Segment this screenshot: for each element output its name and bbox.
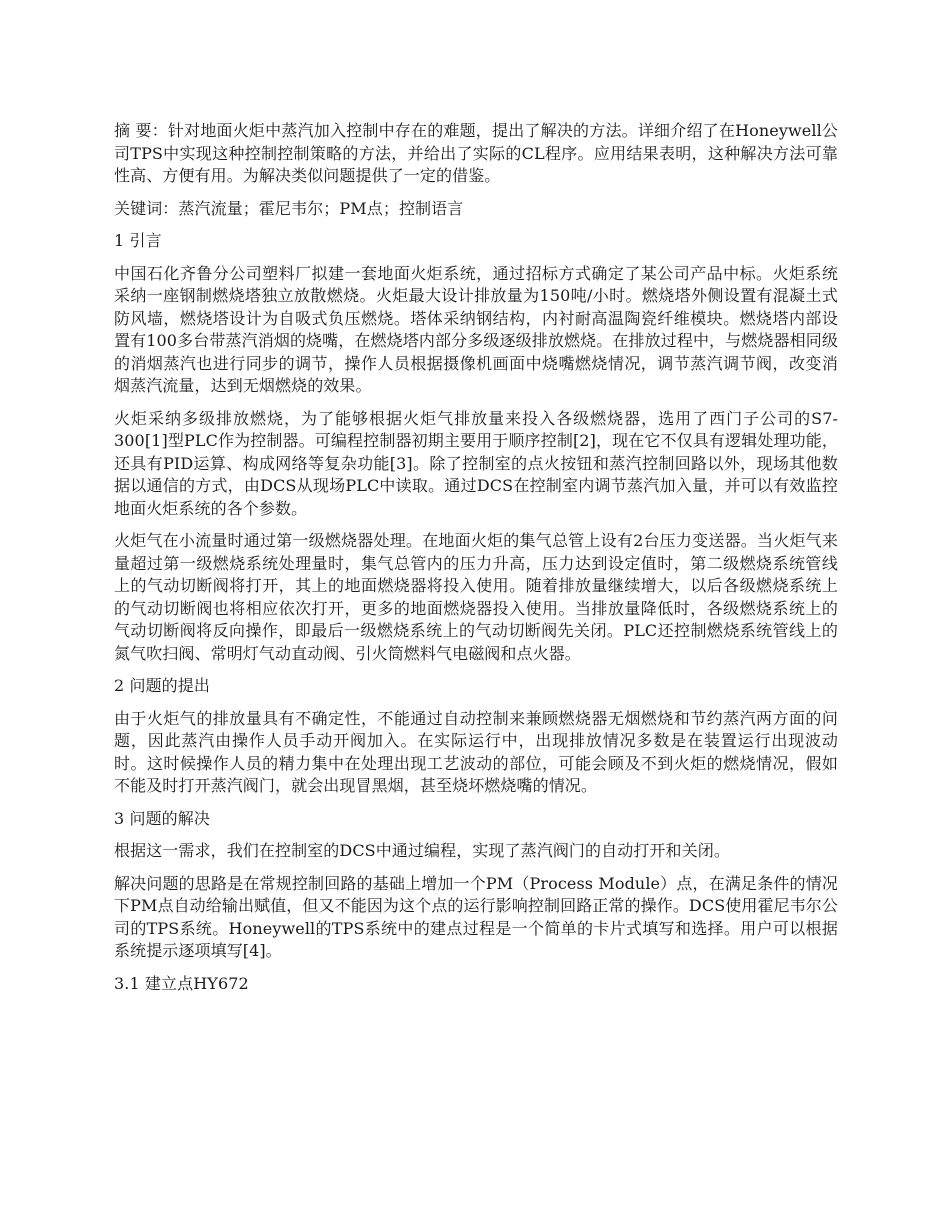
body-paragraph: 解决问题的思路是在常规控制回路的基础上增加一个PM（Process Module）点，在满足条件的情况下PM点自动给输出赋值，但又不能因为这个点的运行影响控制回路正常的操作。DCS使用霍尼韦尔公司的TPS系统。Honeywell的TPS系统中的建点过程是一个简单的卡片式填写和选择。用户可以根据系统提示逐项填写[4]。 xyxy=(114,873,838,960)
subsection-heading-create-point: 3.1 建立点HY672 xyxy=(114,973,249,993)
document-page xyxy=(114,120,838,1005)
body-paragraph: 火炬气在小流量时通过第一级燃烧器处理。在地面火炬的集气总管上设有2台压力变送器。当火炬气来量超过第一级燃烧系统处理量时，集气总管内的压力升高，压力达到设定值时，第二级燃烧系统管线上的气动切断阀将打开，其上的地面燃烧器将投入使用。随着排放量继续增大，以后各级燃烧系统上的气动切断阀也将相应依次打开，更多的地面燃烧器投入使用。当排放量降低时，各级燃烧系统上的气动切断阀将反向操作，即最后一级燃烧系统上的气动切断阀先关闭。PLC还控制燃烧系统管线上的氮气吹扫阀、常明灯气动直动阀、引火筒燃料气电磁阀和点火器。 xyxy=(114,531,838,663)
section-heading-solution: 3 问题的解决 xyxy=(114,808,210,828)
section-heading-problem: 2 问题的提出 xyxy=(114,676,210,695)
body-paragraph: 根据这一需求，我们在控制室的DCS中通过编程，实现了蒸汽阀门的自动打开和关闭。 xyxy=(114,841,730,860)
body-paragraph: 中国石化齐鲁分公司塑料厂拟建一套地面火炬系统，通过招标方式确定了某公司产品中标。火炬系统采纳一座钢制燃烧塔独立放散燃烧。火炬最大设计排放量为150吨/小时。燃烧塔外侧设置有混凝土式防风墙，燃烧塔设计为自吸式负压燃烧。塔体采纳钢结构，内衬耐高温陶瓷纤维模块。燃烧塔内部设置有100多台带蒸汽消烟的烧嘴，在燃烧塔内部分多级逐级排放燃烧。在排放过程中，与燃烧器相同级的消烟蒸汽也进行同步的调节，操作人员根据摄像机画面中烧嘴燃烧情况，调节蒸汽调节阀，改变消烟蒸汽流量，达到无烟燃烧的效果。 xyxy=(114,263,838,395)
body-paragraph: 由于火炬气的排放量具有不确定性，不能通过自动控制来兼顾燃烧器无烟燃烧和节约蒸汽两方面的问题，因此蒸汽由操作人员手动开阀加入。在实际运行中，出现排放情况多数是在装置运行出现波动时。这时候操作人员的精力集中在处理出现工艺波动的部位，可能会顾及不到火炬的燃烧情况，假如不能及时打开蒸汽阀门，就会出现冒黑烟，甚至烧坏燃烧嘴的情况。 xyxy=(114,708,838,795)
keywords-paragraph: 关键词：蒸汽流量；霍尼韦尔；PM点；控制语言 xyxy=(114,198,464,218)
abstract-paragraph: 摘 要：针对地面火炬中蒸汽加入控制中存在的难题，提出了解决的方法。详细介绍了在Honeywell公司TPS中实现这种控制控制策略的方法，并给出了实际的CL程序。应用结果表明，这种解决方法可靠性高、方便有用。为解决类似问题提供了一定的借鉴。 xyxy=(114,121,838,185)
section-heading-introduction: 1 引言 xyxy=(114,231,162,250)
body-paragraph: 火炬采纳多级排放燃烧，为了能够根据火炬气排放量来投入各级燃烧器，选用了西门子公司的S7-300[1]型PLC作为控制器。可编程控制器初期主要用于顺序控制[2]，现在它不仅具有逻辑处理功能，还具有PID运算、构成网络等复杂功能[3]。除了控制室的点火按钮和蒸汽控制回路以外，现场其他数据以通信的方式，由DCS从现场PLC中读取。通过DCS在控制室内调节蒸汽加入量，并可以有效监控地面火炬系统的各个参数。 xyxy=(114,408,838,518)
